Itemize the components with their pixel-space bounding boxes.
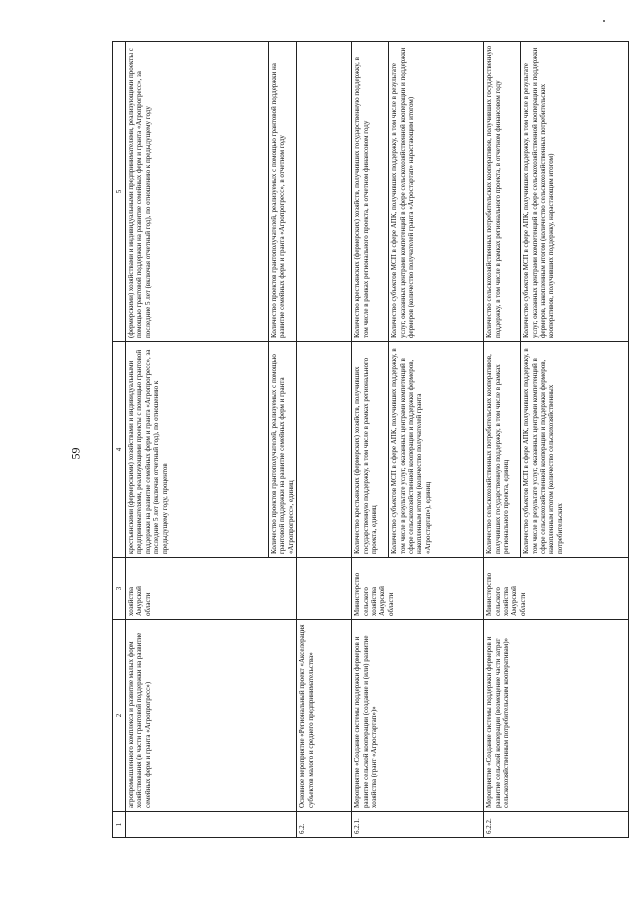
executor-cell: хозяйства Амурской области [126, 558, 297, 620]
row-number: 6.2.1. [352, 812, 484, 838]
method-cell: Количество субъектов МСП в сфере АПК, получивших поддержку, в том числе в результате услуг, оказанных центрами компетенций в сфере сельскохозяйственной кооперации и поддержки фермеров (количество получателей гранта «Агростартап» нарастающим итогом) [389, 42, 484, 342]
header-cell-2: 2 [113, 620, 126, 812]
method-cell [297, 42, 352, 342]
executor-cell: Министерство сельского хозяйства Амурской области [352, 558, 484, 620]
table-row [352, 42, 389, 838]
scan-dot [603, 20, 605, 22]
row-number [126, 812, 297, 838]
method-cell: Количество субъектов МСП в сфере АПК, получивших поддержку, в том числе в результате услуг, оказанных центрами компетенций в сфере сельскохозяйственной кооперации и поддержки фермеров, накопленным итогом (количество сельскохозяйственных потребительских кооперативов, получивших поддержку, нарастающим итогом) [521, 42, 629, 342]
indicator-cell [297, 342, 352, 558]
rotated-table-frame [112, 42, 564, 838]
indicator-cell: Количество сельскохозяйственных потребительских кооперативов, получивших государственную поддержку, в том числе в рамках регионального проекта, единиц [484, 342, 521, 558]
activity-cell: Мероприятие «Создание системы поддержки фермеров и развитие сельской кооперации (создание и (или) развитие хозяйства (грант «Агростартап»)» [352, 620, 484, 812]
page-number-text: 59 [68, 447, 83, 459]
row-number: 6.2. [297, 812, 352, 838]
header-cell-5: 5 [113, 42, 126, 342]
indicator-cell: крестьянскими (фермерскими) хозяйствами и индивидуальными предпринимателями, реализующими проекты с помощью грантовой поддержки на развитие семейных ферм и гранта «Агропрогресс», за последние 5 лет (включая отчетный год), по отношению к предыдущему году, процентов [126, 342, 269, 558]
executor-cell: Министерство сельского хозяйства Амурской области [484, 558, 629, 620]
executor-cell [297, 558, 352, 620]
header-cell-4: 4 [113, 342, 126, 558]
indicator-cell: Количество проектов грантополучателей, реализуемых с помощью грантовой поддержки на развитие семейных ферм и гранта «Агропрогресс», единиц [269, 342, 297, 558]
header-cell-1: 1 [113, 812, 126, 838]
page-number [66, 438, 86, 468]
method-cell: Количество сельскохозяйственных потребительских кооперативов, получивших государственную поддержку, в том числе в рамках регионального проекта, в отчетном финансовом году [484, 42, 521, 342]
row-number: 6.2.2. [484, 812, 629, 838]
indicator-cell: Количество крестьянских (фермерских) хозяйств, получивших государственную поддержку, в том числе в рамках регионального проекта, единиц [352, 342, 389, 558]
method-cell: (фермерскими) хозяйствами и индивидуальными предпринимателями, реализующими проекты с помощью грантовой поддержки на развитие семейных ферм и гранта «Агропрогресс», за последние 5 лет (включая отчетный год), по отношению к предыдущему году [126, 42, 269, 342]
table-rotor [112, 42, 564, 838]
indicator-cell: Количество субъектов МСП в сфере АПК, получивших поддержку, в том числе в результате услуг, оказанных центрами компетенций в сфере сельскохозяйственной кооперации и поддержки фермеров, накопленным итогом (количество получателей гранта «Агростартап»), единиц [389, 342, 484, 558]
header-cell-3: 3 [113, 558, 126, 620]
method-cell: Количество крестьянских (фермерских) хозяйств, получивших государственную поддержку, в том числе в рамках регионального проекта, в отчетном финансовом году [352, 42, 389, 342]
table-row [484, 42, 521, 838]
activity-cell: Мероприятие «Создание системы поддержки фермеров и развитие сельской кооперации (возмещение части затрат сельскохозяйственным потребительским кооперативам)» [484, 620, 629, 812]
table-row [297, 42, 352, 838]
indicator-cell: Количество субъектов МСП в сфере АПК, получивших поддержку, в том числе в результате услуг, оказанных центрами компетенций в сфере сельскохозяйственной кооперации и поддержки фермеров, накопленным итогом (количество сельскохозяйственных потребительских [521, 342, 629, 558]
table-row [126, 42, 269, 838]
program-table [112, 41, 629, 838]
method-cell: Количество проектов грантополучателей, реализуемых с помощью грантовой поддержки на развитие семейных ферм и гранта «Агропрогресс», в отчетном году [269, 42, 297, 342]
activity-cell: Основное мероприятие «Региональный проект «Акселерация субъектов малого и среднего предпринимательства» [297, 620, 352, 812]
header-row [113, 42, 126, 838]
activity-cell: агропромышленного комплекса и развитие малых форм хозяйствования (в части грантовой поддержки на развитие семейных ферм и гранта «Агропрогресс») [126, 620, 297, 812]
